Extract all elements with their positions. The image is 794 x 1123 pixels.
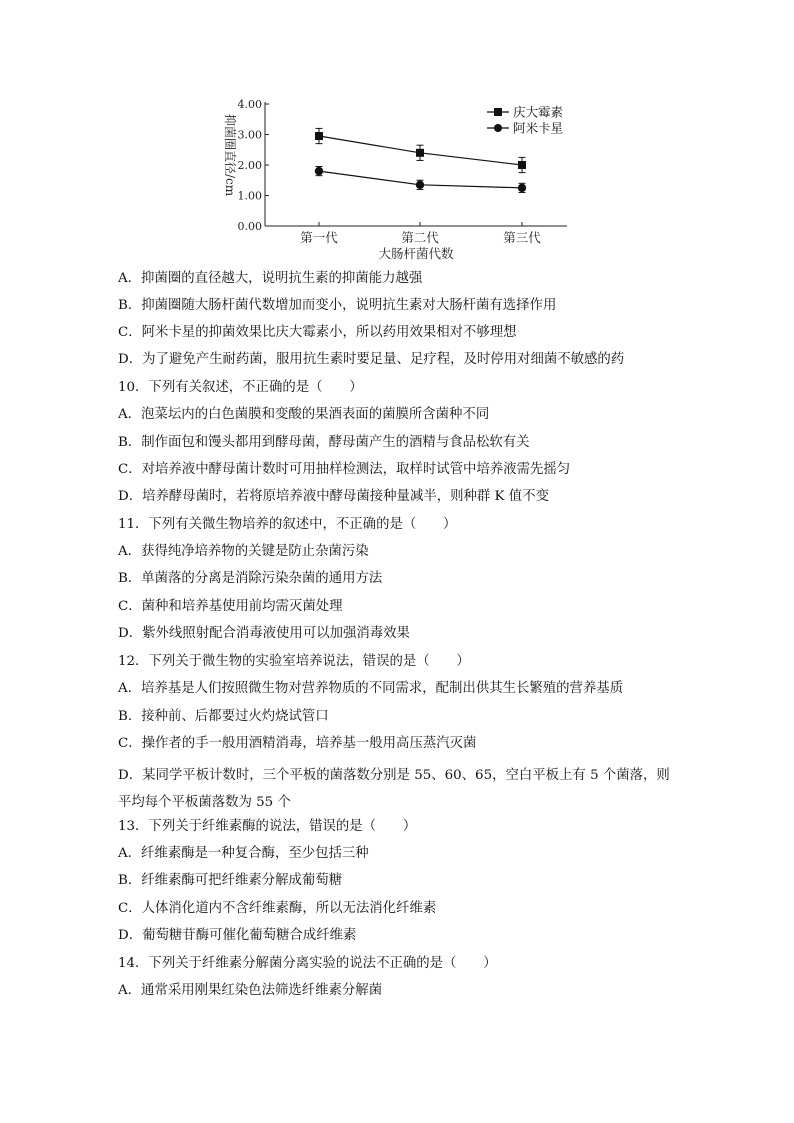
legend-label: 阿米卡星: [513, 120, 564, 136]
legend-marker-circle: [494, 124, 502, 132]
y-tick-label: 1.00: [237, 189, 262, 203]
q9-option-b: B．抑菌圈随大肠杆菌代数增加而变小，说明抗生素对大肠杆菌有选择作用: [118, 298, 557, 313]
inhibition-zone-chart: [215, 92, 595, 267]
q9-option-d: D．为了避免产生耐药菌，服用抗生素时要足量、足疗程，及时停用对细菌不敏感的药: [118, 352, 625, 367]
data-point-square: [518, 161, 526, 169]
y-axis-label: 抑菌圈直径/cm: [223, 114, 237, 197]
q11-option-b: B．单菌落的分离是消除污染杂菌的通用方法: [118, 571, 383, 586]
legend-label: 庆大霉素: [513, 104, 564, 120]
y-tick-label: 3.00: [237, 128, 262, 142]
q11-stem: 11．下列有关微生物培养的叙述中，不正确的是（ ）: [118, 517, 457, 532]
data-point-square: [315, 132, 323, 140]
q13-option-a: A．纤维素酶是一种复合酶，至少包括三种: [118, 846, 369, 861]
q10-option-a: A．泡菜坛内的白色菌膜和变酸的果酒表面的菌膜所含菌种不同: [118, 407, 490, 422]
q12-option-d: D．某同学平板计数时，三个平板的菌落数分别是 55、60、65，空白平板上有 5 个菌落，则平均每个平板菌落数为 55 个: [118, 768, 670, 810]
q9-option-c: C．阿米卡星的抑菌效果比庆大霉素小，所以药用效果相对不够理想: [118, 325, 517, 340]
x-tick-label: 第三代: [503, 230, 541, 245]
q10-option-b: B．制作面包和馒头都用到酵母菌，酵母菌产生的酒精与食品松软有关: [118, 435, 530, 450]
q12-option-b: B．接种前、后都要过火灼烧试管口: [118, 709, 329, 724]
x-axis-label: 大肠杆菌代数: [378, 246, 454, 261]
y-tick-label: 4.00: [237, 98, 262, 111]
q10-option-d: D．培养酵母菌时，若将原培养液中酵母菌接种量减半，则种群 K 值不变: [118, 489, 549, 504]
q11-option-c: C．菌种和培养基使用前均需灭菌处理: [118, 599, 343, 614]
q12-option-a: A．培养基是人们按照微生物对营养物质的不同需求，配制出供其生长繁殖的营养基质: [118, 681, 624, 696]
data-point-circle: [315, 167, 323, 175]
y-tick-label: 0.00: [237, 220, 262, 233]
legend-marker-square: [494, 108, 502, 116]
x-tick-label: 第一代: [300, 230, 338, 245]
q13-option-c: C．人体消化道内不含纤维素酶，所以无法消化纤维素: [118, 901, 437, 916]
q14-option-a: A．通常采用刚果红染色法筛选纤维素分解菌: [118, 983, 383, 998]
q13-option-d: D．葡萄糖苷酶可催化葡萄糖合成纤维素: [118, 928, 357, 943]
q10-option-c: C．对培养液中酵母菌计数时可用抽样检测法，取样时试管中培养液需先摇匀: [118, 462, 571, 477]
y-tick-label: 2.00: [237, 159, 262, 172]
q13-stem: 13．下列关于纤维素酶的说法，错误的是（ ）: [118, 819, 417, 834]
q12-option-c: C．操作者的手一般用酒精消毒，培养基一般用高压蒸汽灭菌: [118, 736, 477, 751]
q13-option-b: B．纤维素酶可把纤维素分解成葡萄糖: [118, 873, 343, 888]
x-tick-label: 第二代: [401, 230, 439, 245]
data-point-square: [416, 149, 424, 157]
q10-stem: 10．下列有关叙述，不正确的是（ ）: [118, 380, 363, 395]
q9-option-a: A．抑菌圈的直径越大，说明抗生素的抑菌能力越强: [118, 271, 423, 286]
q14-stem: 14．下列关于纤维素分解菌分离实验的说法不正确的是（ ）: [118, 956, 497, 971]
data-point-circle: [518, 184, 526, 192]
q12-stem: 12．下列关于微生物的实验室培养说法，错误的是（ ）: [118, 654, 470, 669]
q11-option-a: A．获得纯净培养物的关键是防止杂菌污染: [118, 544, 369, 559]
data-point-circle: [416, 181, 424, 189]
q11-option-d: D．紫外线照射配合消毒液使用可以加强消毒效果: [118, 626, 410, 641]
